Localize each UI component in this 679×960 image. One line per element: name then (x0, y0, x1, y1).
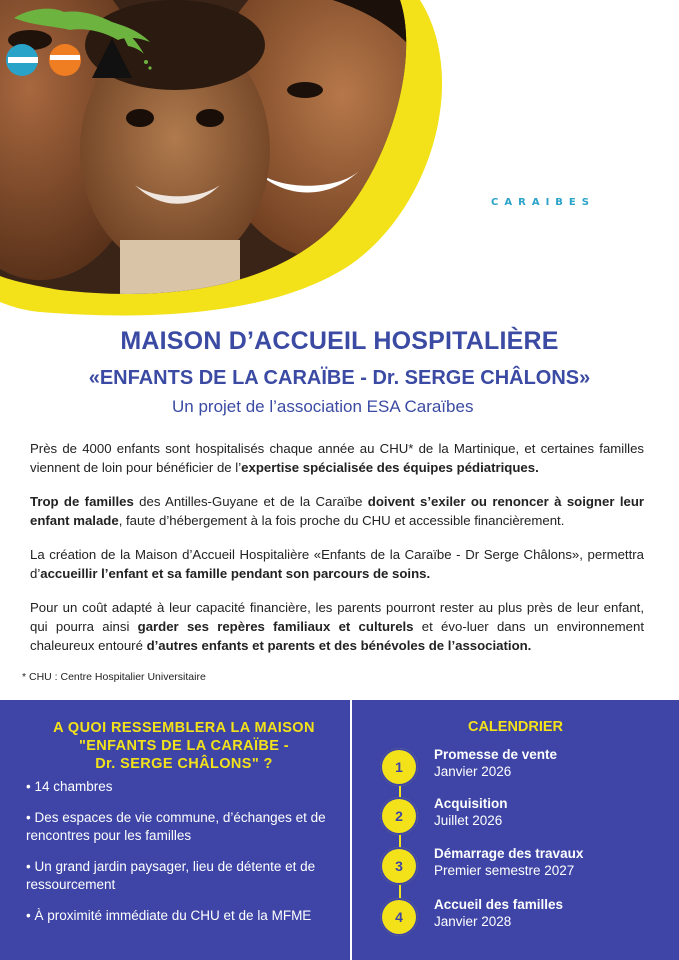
step-number: 2 (380, 797, 418, 835)
paragraph-4 (30, 598, 644, 655)
timeline-step-2 (380, 797, 670, 837)
esa-caraibes-logo (0, 0, 160, 90)
p2-emphasis-c: doivent s’exiler ou renoncer à soigner leur enfant malade (30, 494, 645, 528)
page-subtitle: «ENFANTS DE LA CARAÏBE - Dr. SERGE CHÂLONS» (88, 367, 591, 389)
p4-text-a: Pour un coût adapté à leur capacité financière, les parents pourront rester au plus près de leur enfant, qui pourra ainsi (30, 600, 644, 634)
list-item: • À proximité immédiate du CHU et de la MFME (26, 908, 312, 923)
p2-text-b: des Antilles-Guyane et de la Caraïbe (133, 494, 368, 509)
house-heading-line-3: Dr. SERGE CHÂLONS" ? (95, 756, 273, 772)
step-date: Janvier 2028 (434, 914, 512, 929)
paragraph-3 (30, 545, 644, 583)
list-item: • Un grand jardin paysager, lieu de détente et de ressourcement (26, 859, 316, 892)
list-item: • Des espaces de vie commune, d’échanges et de rencontres pour les familles (26, 810, 326, 843)
tagline: Un projet de l’association ESA Caraïbes (172, 397, 474, 416)
p3-emphasis: accueillir l’enfant et sa famille pendant son parcours de soins. (40, 566, 431, 581)
paragraph-2 (30, 492, 644, 530)
step-number: 3 (380, 847, 418, 885)
info-panel (0, 700, 679, 960)
step-date: Juillet 2026 (434, 813, 503, 828)
house-heading-line-1: A QUOI RESSEMBLERA LA MAISON (53, 720, 315, 736)
timeline-step-4 (380, 898, 670, 938)
calendar-heading: CALENDRIER (467, 719, 564, 735)
p4-text-c: et évo-luer dans un environnement chaleureux entouré (30, 619, 644, 653)
house-features (26, 778, 338, 938)
step-title: Démarrage des travaux (434, 846, 584, 861)
step-title: Promesse de vente (434, 747, 558, 762)
p3-text: La création de la Maison d’Accueil Hospitalière «Enfants de la Caraïbe - Dr Serge Châlons», permettra d’ (30, 547, 644, 581)
step-number: 1 (380, 748, 418, 786)
paragraph-1 (30, 439, 644, 477)
p4-emphasis-d: d’autres enfants et parents et des bénévoles de l’association. (146, 638, 532, 653)
house-heading (26, 719, 342, 773)
list-item: • 14 chambres (26, 779, 113, 794)
house-heading-line-2: "ENFANTS DE LA CARAÏBE - (78, 738, 290, 754)
timeline-step-1 (380, 748, 670, 788)
logo-subtitle: CARAIBES (491, 197, 595, 208)
page-title: MAISON D’ACCUEIL HOSPITALIÈRE (120, 327, 559, 355)
intro-text (30, 439, 644, 670)
step-date: Premier semestre 2027 (434, 863, 575, 878)
step-number: 4 (380, 898, 418, 936)
p1-emphasis: expertise spécialisée des équipes pédiatriques. (241, 460, 539, 475)
timeline-step-3 (380, 847, 670, 887)
step-title: Accueil des familles (434, 897, 564, 912)
p2-emphasis-a: Trop de familles (30, 494, 134, 509)
p1-text: Près de 4000 enfants sont hospitalisés chaque année au CHU* de la Martinique, et certaines familles viennent de loin pour bénéficier de l’ (30, 441, 644, 475)
hero-photo (0, 0, 679, 320)
step-title: Acquisition (434, 796, 508, 811)
step-date: Janvier 2026 (434, 764, 512, 779)
p2-text-d: , faute d’hébergement à la fois proche du CHU et accessible financièrement. (118, 513, 565, 528)
footnote: * CHU : Centre Hospitalier Universitaire (22, 671, 206, 683)
p4-emphasis-b: garder ses repères familiaux et culturels (137, 619, 414, 634)
panel-divider (350, 700, 352, 960)
